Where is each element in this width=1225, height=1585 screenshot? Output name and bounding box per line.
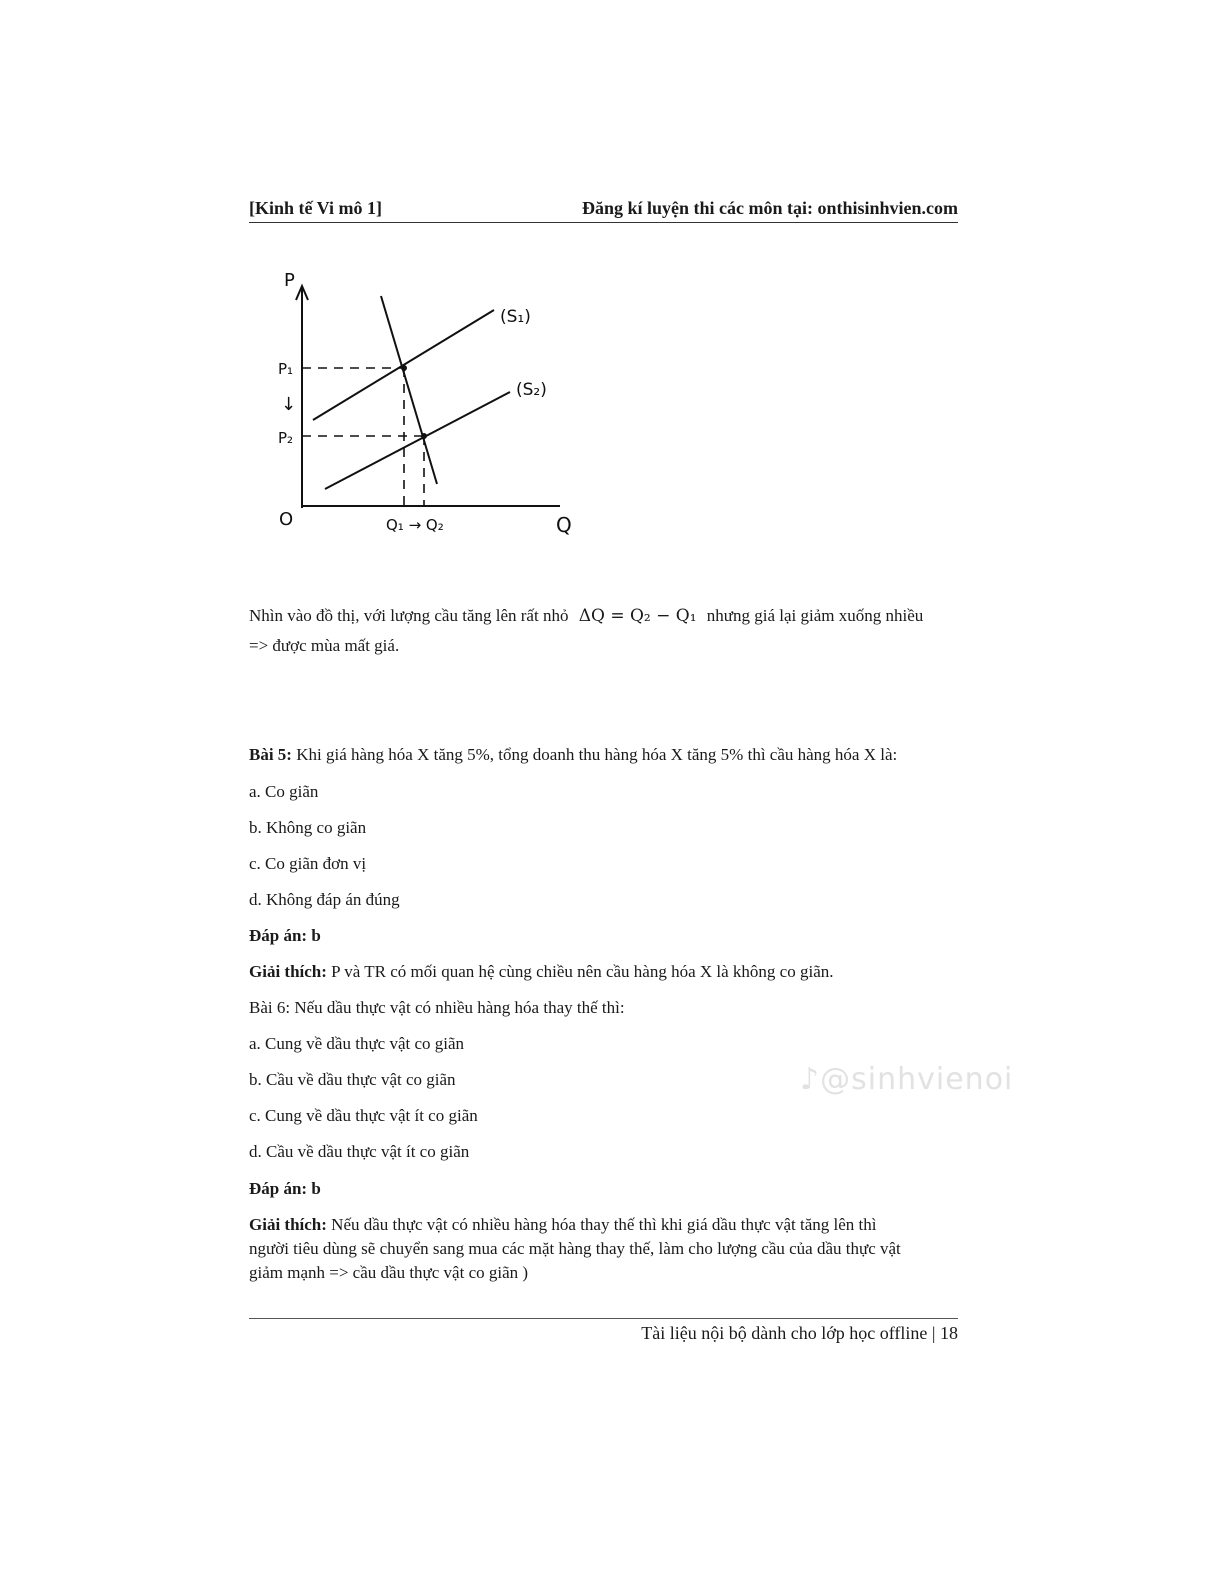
x-axis-label: Q [556,513,572,537]
bai6-option-c: c. Cung về dầu thực vật ít co giãn [249,1106,478,1125]
bai5-answer: Đáp án: b [249,926,321,945]
equilibrium-point-1 [401,365,407,371]
bai5-option-d: d. Không đáp án đúng [249,890,400,909]
bai5-question-text: Khi giá hàng hóa X tăng 5%, tổng doanh thu hàng hóa X tăng 5% thì cầu hàng hóa X là: [296,745,898,764]
bai6-answer: Đáp án: b [249,1179,321,1198]
supply-curve-s2 [325,392,510,489]
bai6-explanation-line-1 [249,1213,876,1237]
equilibrium-point-2 [421,433,427,439]
explanation-text-b: nhưng giá lại giảm xuống nhiều [706,606,924,625]
price-drop-arrow: ↓ [281,394,297,415]
delta-q-formula: ΔQ = Q₂ − Q₁ [578,606,697,626]
s1-label: (S₁) [500,307,531,327]
bai5-explain-label: Giải thích: [249,962,327,981]
q-shift-label: Q₁ → Q₂ [386,516,444,534]
bai6-option-b: b. Cầu về dầu thực vật co giãn [249,1070,456,1089]
bai5-question [249,743,897,767]
page-footer [249,1318,958,1343]
explanation-line-2: => được mùa mất giá. [249,636,400,655]
bai6-explain-text-1: Nếu dầu thực vật có nhiều hàng hóa thay thế thì khi giá dầu thực vật tăng lên thì [331,1215,877,1234]
bai5-label: Bài 5: [249,745,292,764]
bai5-option-b: b. Không co giãn [249,818,367,837]
bai5-explanation [249,960,834,984]
footer-text: Tài liệu nội bộ dành cho lớp học offline | 18 [641,1323,958,1343]
p2-label: P₂ [278,429,294,447]
y-axis-label: P [284,270,295,291]
bai5-option-c: c. Co giãn đơn vị [249,854,367,873]
bai5-explain-text: P và TR có mối quan hệ cùng chiều nên cầu hàng hóa X là không co giãn. [331,962,834,981]
bai6-option-d: d. Cầu về dầu thực vật ít co giãn [249,1142,470,1161]
supply-demand-graph [258,262,598,557]
bai6-explanation-line-2: người tiêu dùng sẽ chuyển sang mua các mặt hàng thay thế, làm cho lượng cầu của dầu thực vật [249,1239,901,1258]
bai6-option-a: a. Cung về dầu thực vật co giãn [249,1034,465,1053]
bai6-question: Bài 6: Nếu dầu thực vật có nhiều hàng hóa thay thế thì: [249,998,625,1017]
bai5-option-a: a. Co giãn [249,782,319,801]
header-site-info: Đăng kí luyện thi các môn tại: onthisinhvien.com [581,198,958,218]
bai6-explanation-line-3: giảm mạnh => cầu dầu thực vật co giãn ) [249,1263,529,1282]
bai6-explain-label: Giải thích: [249,1215,327,1234]
tiktok-watermark: ♪@sinhvienoi [800,1062,1014,1097]
page-header [249,196,958,223]
s2-label: (S₂) [516,380,547,400]
explanation-line-1 [249,604,923,628]
p1-label: P₁ [278,360,294,378]
header-course-title: [Kinh tế Vi mô 1] [249,198,382,218]
origin-label: O [279,509,294,530]
explanation-text-a: Nhìn vào đồ thị, với lượng cầu tăng lên rất nhỏ [249,606,569,625]
